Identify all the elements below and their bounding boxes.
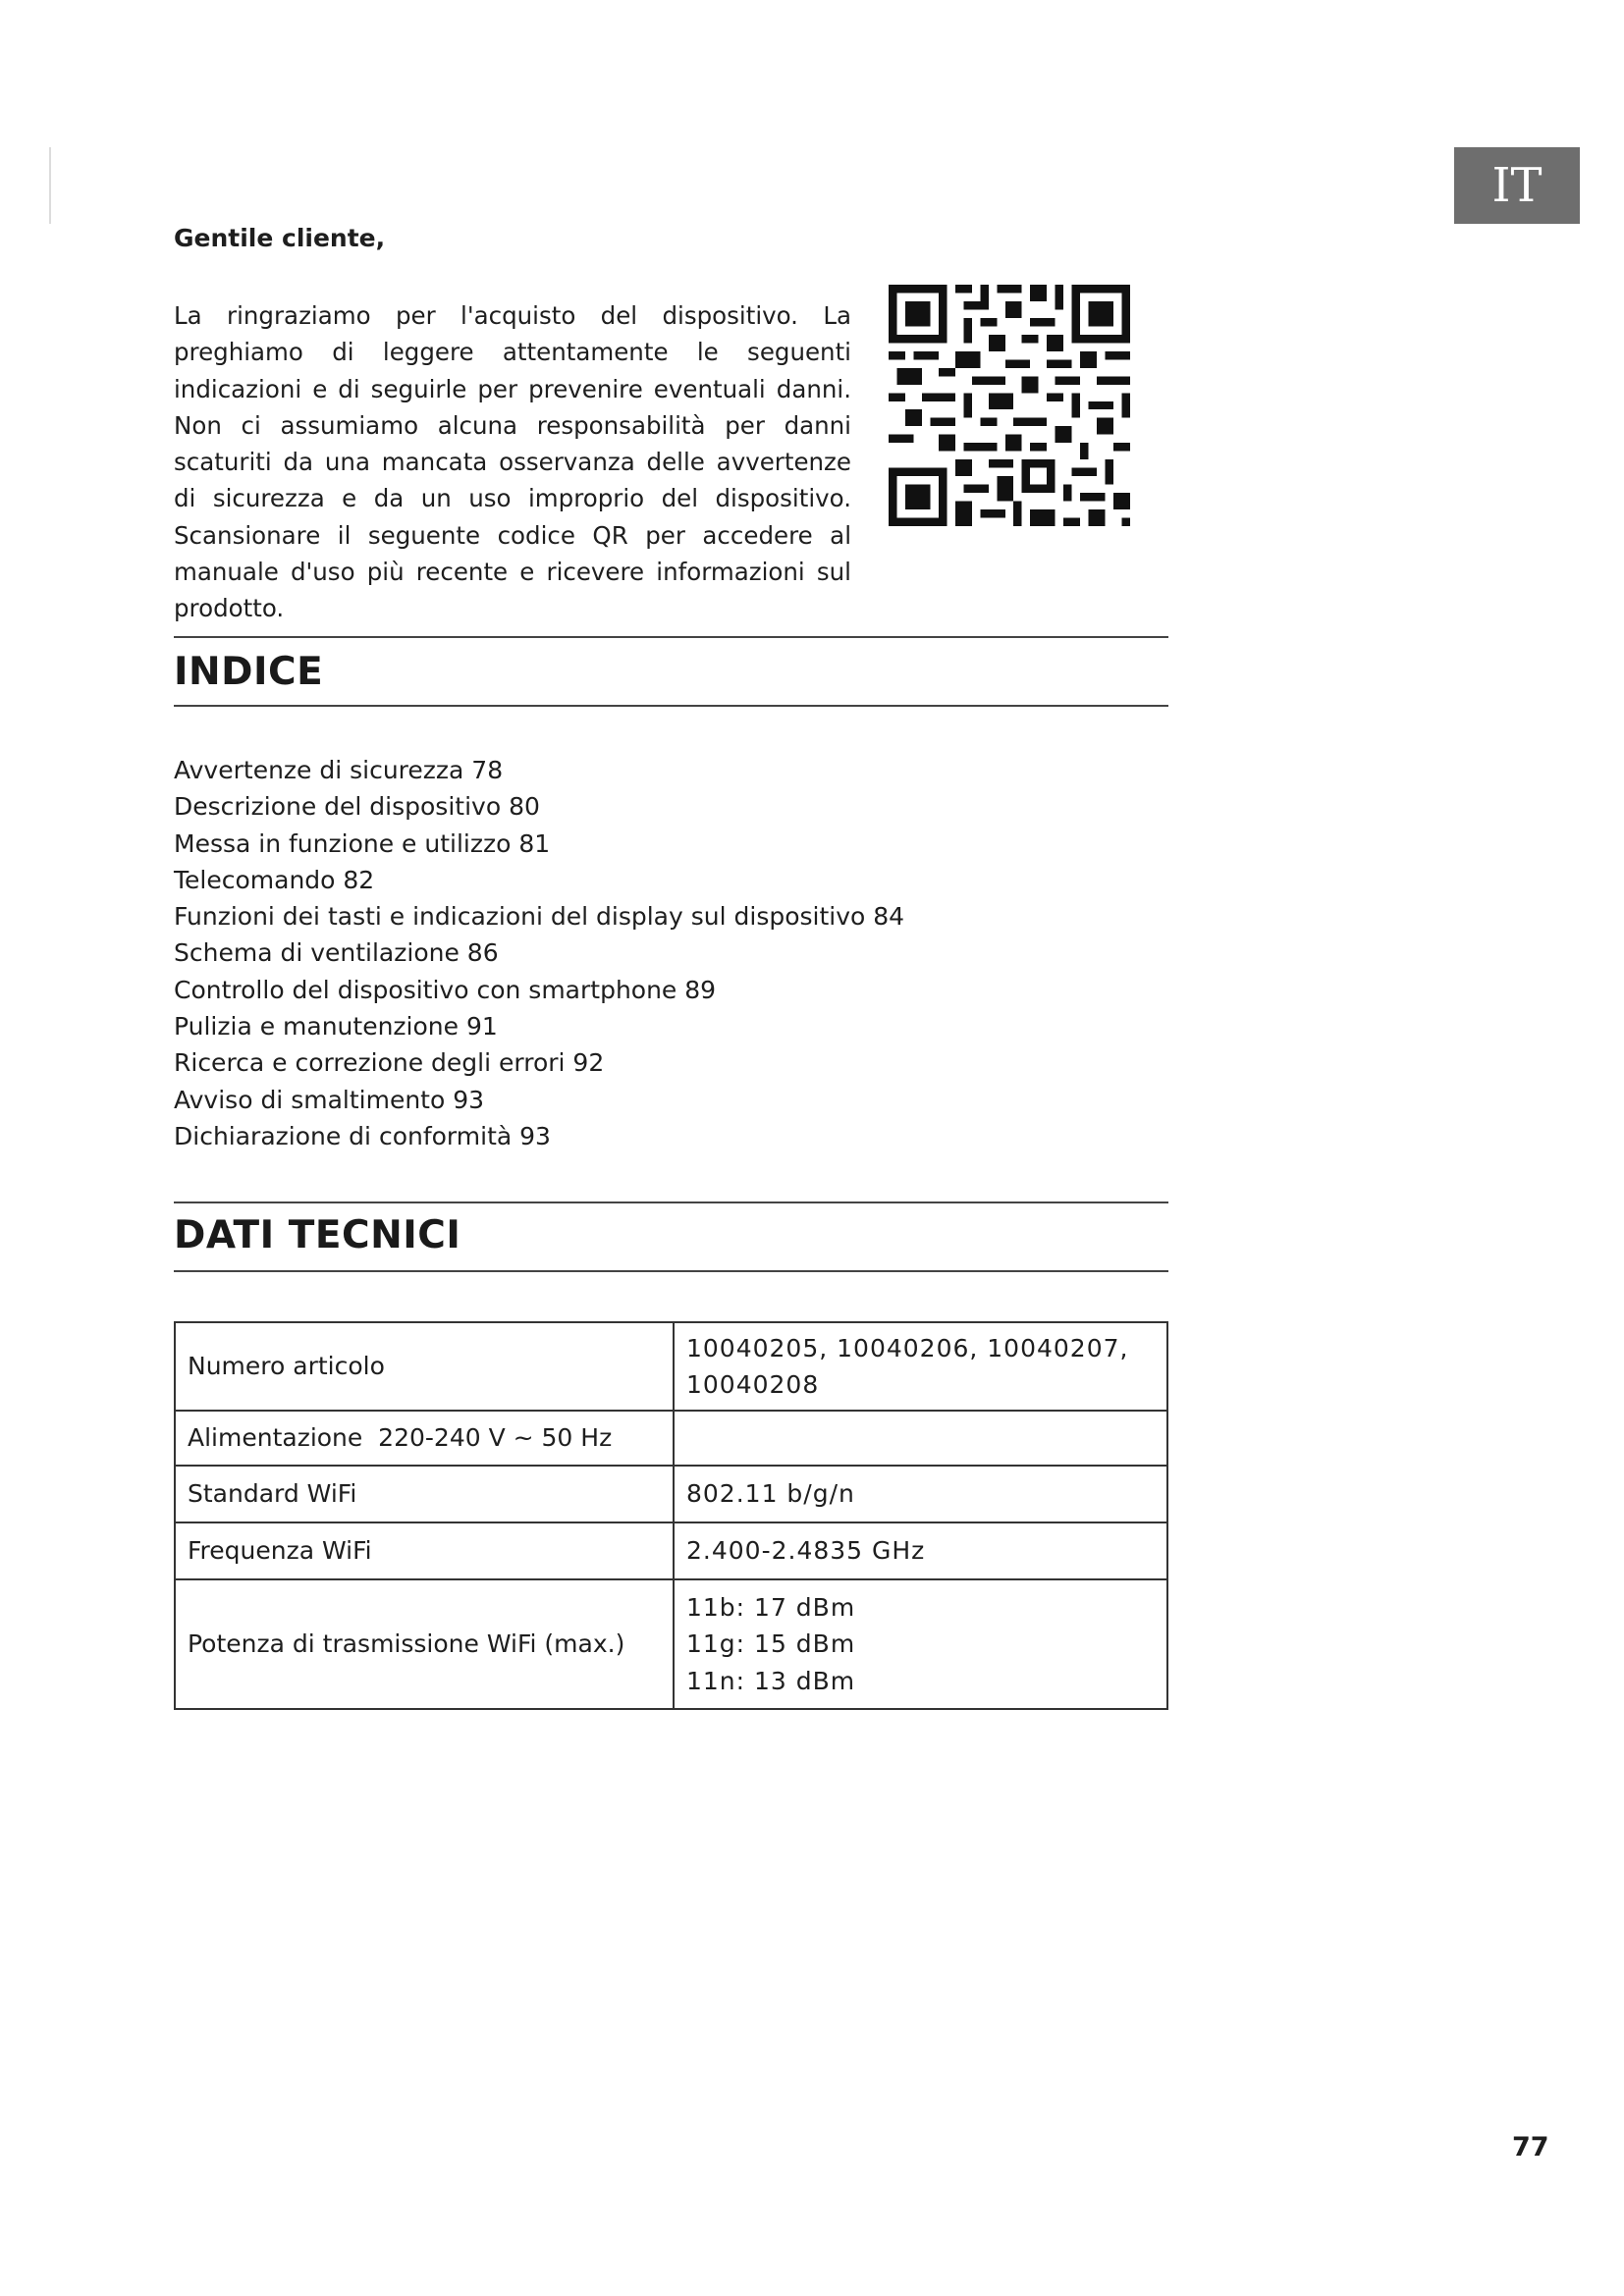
language-tab: IT xyxy=(1454,147,1580,224)
tech-data-table xyxy=(174,1321,1168,1710)
spec-value: 11b: 17 dBm 11g: 15 dBm 11n: 13 dBm xyxy=(674,1579,1167,1709)
spec-label: Potenza di trasmissione WiFi (max.) xyxy=(175,1579,674,1709)
table-row xyxy=(175,1466,1167,1522)
index-item: Messa in funzione e utilizzo 81 xyxy=(174,828,551,858)
index-title: INDICE xyxy=(174,650,324,694)
spec-value: 802.11 b/g/n xyxy=(674,1466,1167,1522)
table-row xyxy=(175,1322,1167,1411)
index-item: Schema di ventilazione 86 xyxy=(174,938,499,968)
index-list xyxy=(174,752,904,1154)
table-row xyxy=(175,1579,1167,1709)
index-item: Ricerca e correzione degli errori 92 xyxy=(174,1048,605,1078)
spec-label: Frequenza WiFi xyxy=(175,1522,674,1579)
spec-value: 10040205, 10040206, 10040207, 10040208 xyxy=(674,1322,1167,1411)
spec-label: Alimentazione 220-240 V ~ 50 Hz xyxy=(175,1411,674,1466)
index-rule-bottom xyxy=(174,705,1168,707)
table-row xyxy=(175,1522,1167,1579)
tech-rule-top xyxy=(174,1201,1168,1203)
index-item: Pulizia e manutenzione 91 xyxy=(174,1012,498,1041)
table-row xyxy=(175,1411,1167,1466)
tech-rule-bottom xyxy=(174,1270,1168,1272)
index-item: Telecomando 82 xyxy=(174,865,375,894)
spec-value xyxy=(674,1411,1167,1466)
index-rule-top xyxy=(174,636,1168,638)
page-number: 77 xyxy=(1512,2132,1549,2163)
index-item: Controllo del dispositivo con smartphone 89 xyxy=(174,975,717,1004)
spec-value: 2.400-2.4835 GHz xyxy=(674,1522,1167,1579)
tech-data-title: DATI TECNICI xyxy=(174,1213,461,1257)
margin-rule xyxy=(49,147,51,224)
intro-paragraph: La ringraziamo per l'acquisto del dispositivo. La preghiamo di leggere attentamente le seguenti indicazioni e di seguirle per prevenire eventuali danni. Non ci assumiamo alcuna responsabilità per danni scaturiti da una mancata osservanza delle avvertenze di sicurezza e da un uso improprio del dispositivo. Scansionare il seguente codice QR per accedere al manuale d'uso più recente e ricevere informazioni sul prodotto. xyxy=(174,301,851,623)
index-item: Avviso di smaltimento 93 xyxy=(174,1085,485,1114)
qr-code xyxy=(889,285,1130,526)
spec-label: Standard WiFi xyxy=(175,1466,674,1522)
index-item: Descrizione del dispositivo 80 xyxy=(174,792,540,822)
spec-label: Numero articolo xyxy=(175,1322,674,1411)
index-item: Funzioni dei tasti e indicazioni del display sul dispositivo 84 xyxy=(174,902,905,932)
index-item: Avvertenze di sicurezza 78 xyxy=(174,756,504,784)
index-item: Dichiarazione di conformità 93 xyxy=(174,1121,551,1150)
greeting: Gentile cliente, xyxy=(174,224,386,252)
